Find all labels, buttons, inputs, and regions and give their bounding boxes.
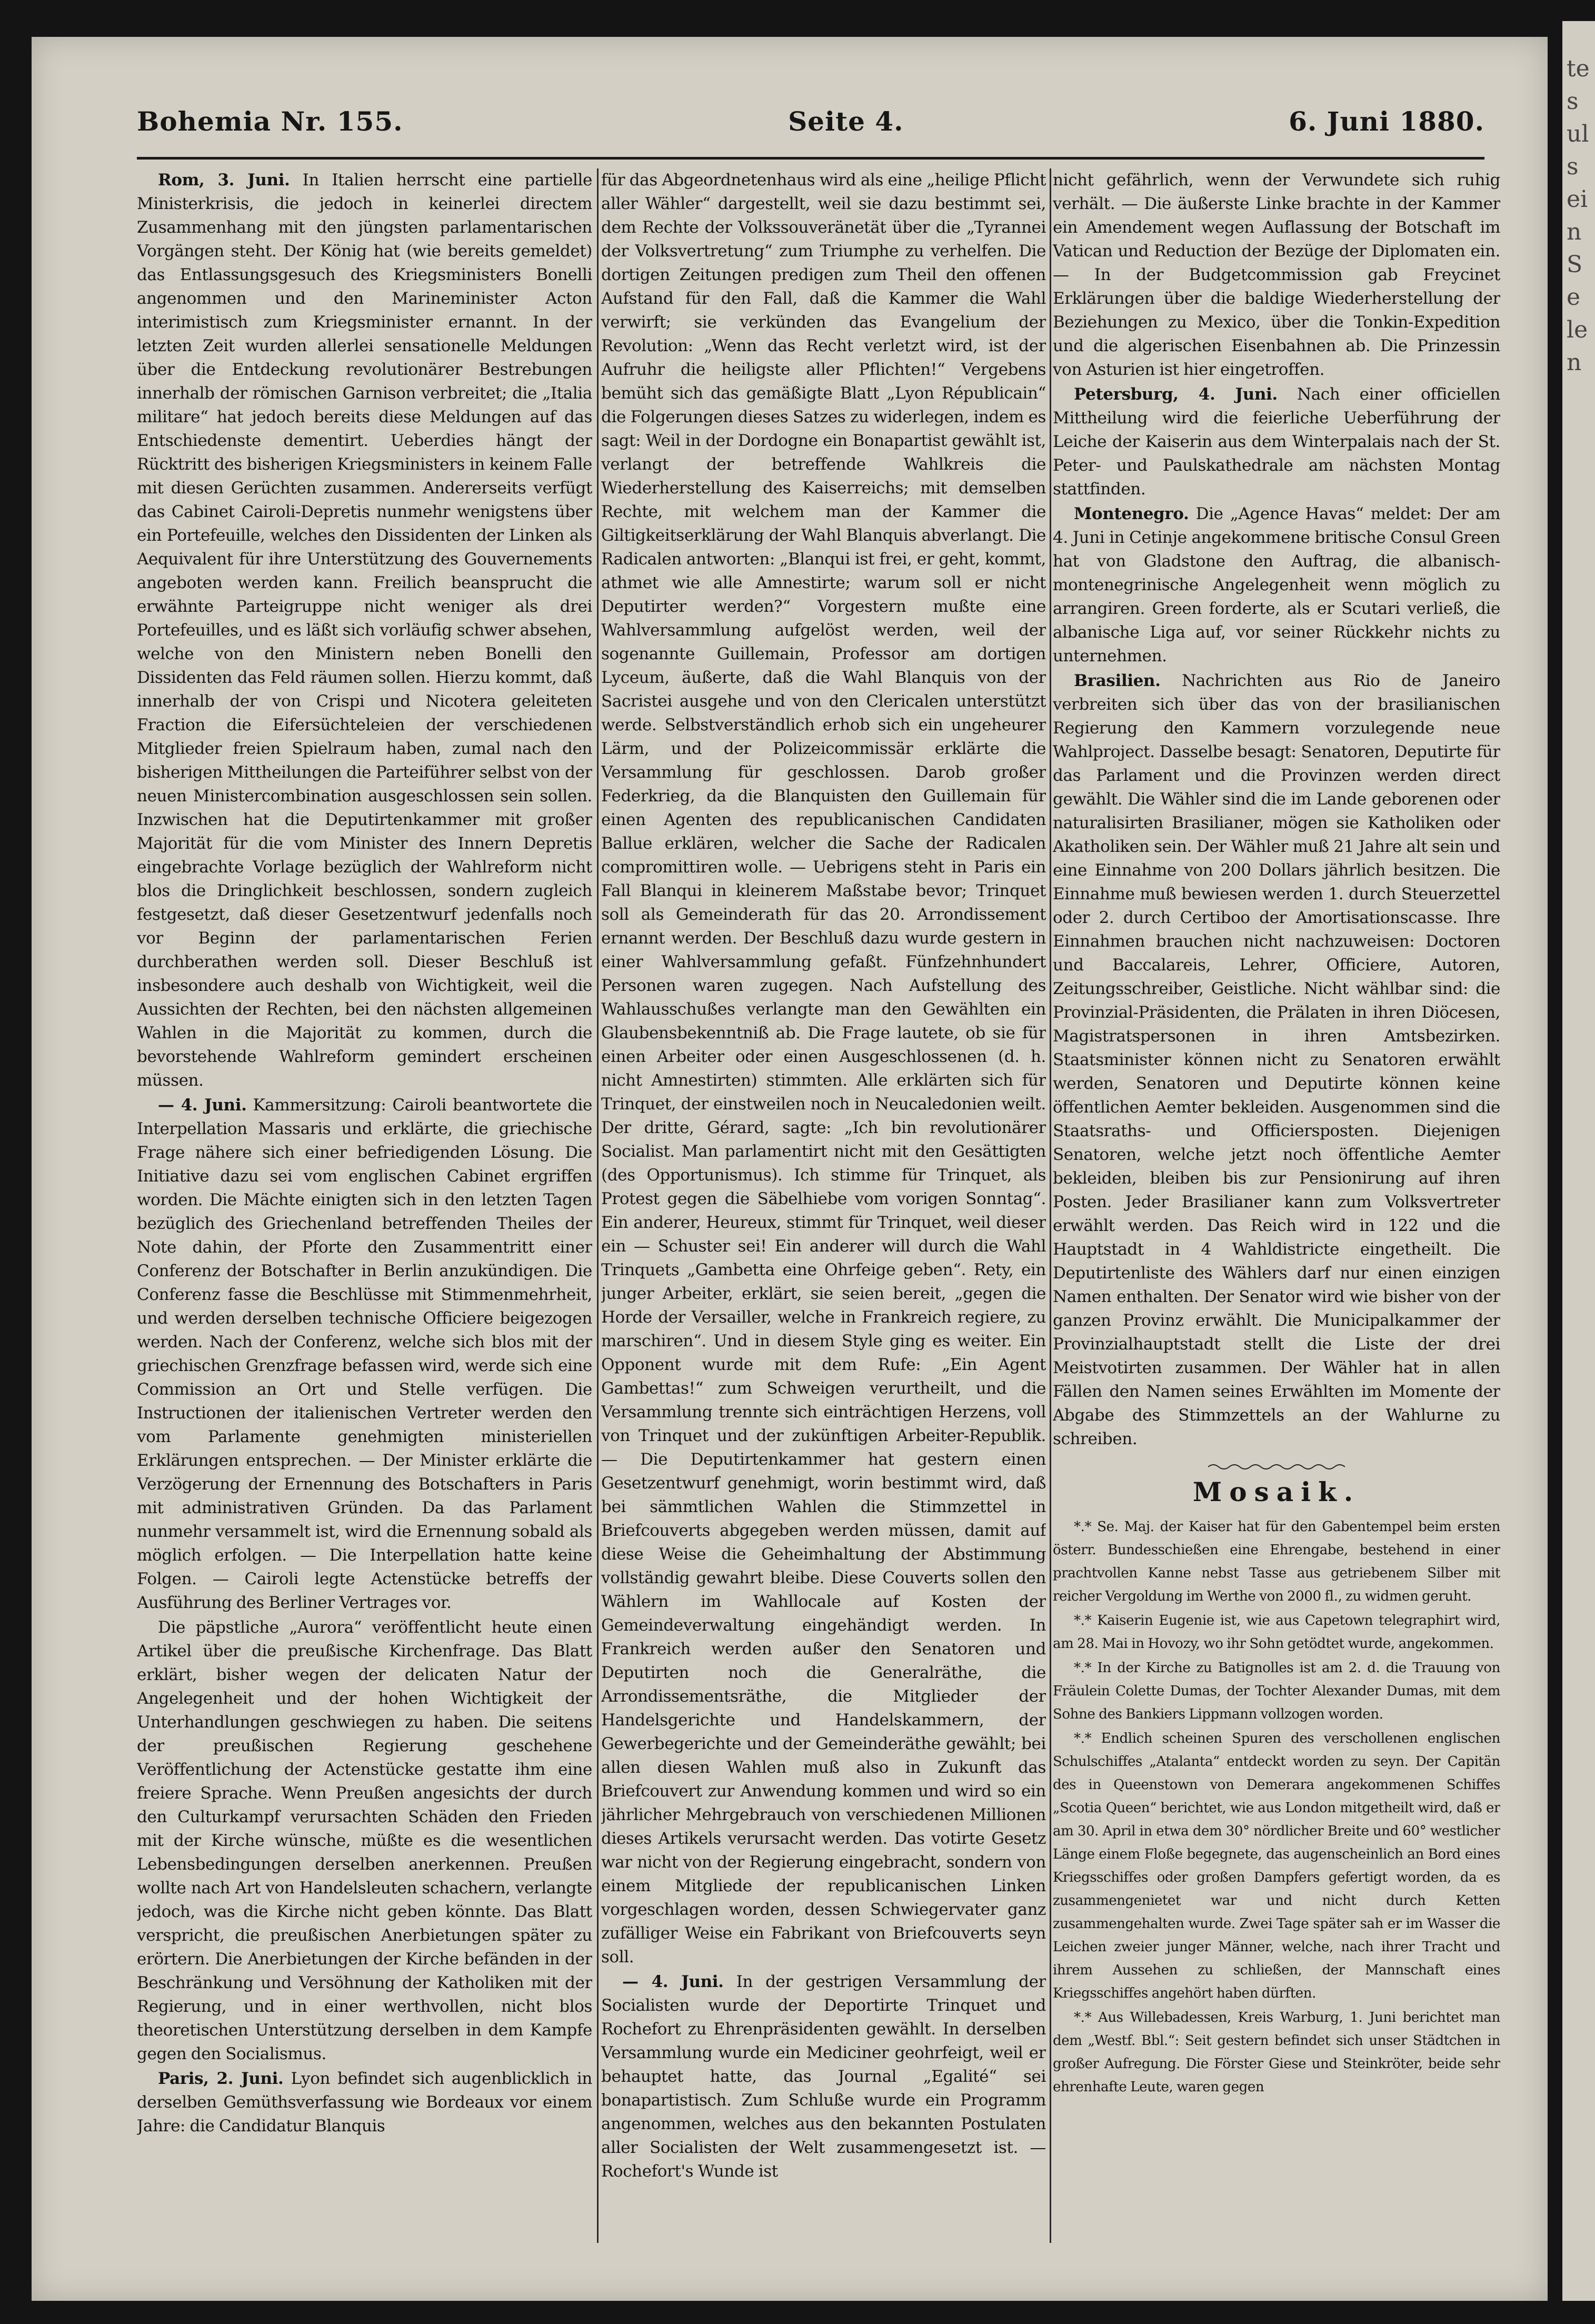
- mosaik-item: *.* In der Kirche zu Batignolles ist am 2. d. die Trauung von Fräulein Colette Dumas, der Tochter Alexander Dumas, mit dem Sohne des Bankiers Lippmann vollzogen worden.: [1053, 1660, 1500, 1722]
- header-date: 6. Juni 1880.: [1289, 105, 1484, 137]
- column-3-articles: [1053, 168, 1500, 1451]
- article-text: Die päpstliche „Aurora“ veröffentlicht heute einen Artikel über die preußische Kirchenfrage. Das Blatt erklärt, bisher wegen der delicaten Natur der Angelegenheit und der hohen Wichtigkeit der Unterhandlungen geschwiegen zu haben. Die seitens der preußischen Regierung geschehene Veröffentlichung der Actenstücke gestatte ihm eine freiere Sprache. Wenn Preußen angesichts der durch den Culturkampf verursachten Schäden den Frieden mit der Kirche wünsche, müßte es die wesentlichen Lebensbedingungen derselben anerkennen. Preußen wollte nach Art von Handelsleuten schachern, verlangte jedoch, was die Kirche nicht geben könnte. Das Blatt verspricht, die preußischen Anerbietungen später zu erörtern. Die Anerbietungen der Kirche befänden in der Beschränkung und Versöhnung der Katholiken mit der Regierung, und in einer werthvollen, nicht blos theoretischen Unterstützung derselben in dem Kampfe gegen den Socialismus.: [137, 1618, 592, 2063]
- article-text: Kammersitzung: Cairoli beantwortete die Interpellation Massaris und erklärte, die griechische Frage nähere sich einer befriedigenden Lösung. Die Initiative dazu sei vom englischen Cabinet ergriffen worden. Die Mächte einigten sich in den letzten Tagen bezüglich des Griechenland betreffenden Theiles der Note dahin, der Pforte den Zusammentritt einer Conferenz der Botschafter in Berlin anzukündigen. Die Conferenz fasse die Beschlüsse mit Stimmenmehrheit, und werden derselben technische Officiere beigezogen werden. Nach der Conferenz, welche sich blos mit der griechischen Grenzfrage befassen wird, werde sich eine Commission an Ort und Stelle verfügen. Die Instructionen der italienischen Vertreter werden den vom Parlamente genehmigten ministeriellen Erklärungen entsprechen. — Der Minister erklärte die Verzögerung der Ernennung des Botschafters in Paris mit administrativen Gründen. Da das Parlament nunmehr versammelt ist, wird die Ernennung sobald als möglich erfolgen. — Die Interpellation hatte keine Folgen. — Cairoli legte Actenstücke betreffs der Ausführung des Berliner Vertrages vor.: [137, 1096, 592, 1612]
- column-3: [1053, 168, 1500, 2243]
- article-paragraph: [601, 168, 1046, 1969]
- page-header: [137, 90, 1484, 153]
- article-text: für das Abgeordnetenhaus wird als eine „heilige Pflicht aller Wähler“ dargestellt, weil sie dazu bestimmt sei, dem Rechte der Volkssouveränetät über die „Tyrannei der Volksvertretung“ zum Triumphe zu verhelfen. Die dortigen Zeitungen predigen zum Theil den offenen Aufstand für den Fall, daß die Kammer die Wahl verwirft; sie verkünden das Evangelium der Revolution: „Wenn das Recht verletzt wird, ist der Aufruhr die heiligste aller Pflichten!“ Vergebens bemüht sich das gemäßigte Blatt „Lyon Républicain“ die Folgerungen dieses Satzes zu widerlegen, indem es sagt: Weil in der Dordogne ein Bonapartist gewählt ist, verlangt der betreffende Wahlkreis die Wiederherstellung des Kaiserreichs; mit demselben Rechte, mit welchem man der Kammer die Giltigkeitserklärung der Wahl Blanquis abverlangt. Die Radicalen antworten: „Blanqui ist frei, er geht, kommt, athmet wie alle Amnestirte; warum soll er nicht Deputirter werden?“ Vorgestern mußte eine Wahlversammlung aufgelöst werden, weil der sogenannte Guillemain, Professor am dortigen Lyceum, äußerte, daß die Wahl Blanquis von der Sacristei ausgehe und von den Clericalen unterstützt werde. Selbstverständlich erhob sich ein ungeheurer Lärm, und der Polizeicommissär erklärte die Versammlung für geschlossen. Darob großer Federkrieg, da die Blanquisten den Guillemain für einen Agenten des republicanischen Candidaten Ballue erklären, welcher die Sache der Radicalen compromittiren wolle. — Uebrigens steht in Paris ein Fall Blanqui in kleinerem Maßstabe bevor; Trinquet soll als Gemeinderath für das 20. Arrondissement ernannt werden. Der Beschluß dazu wurde gestern in einer Wahlversammlung gefaßt. Fünfzehnhundert Personen waren zugegen. Nach Aufstellung des Wahlausschußes verlangte man den Gewählten ein Glaubensbekenntniß ab. Die Frage lautete, ob sie für einen Arbeiter oder einen Ausgeschlossenen (d. h. nicht Amnestirten) stimmten. Alle erklärten sich für Trinquet, der einstweilen noch in Neucaledonien weilt. Der dritte, Gérard, sagte: „Ich bin revolutionärer Socialist. Man parlamentirt nicht mit den Gesättigten (des Opportunismus). Ich stimme für Trinquet, als Protest gegen die Säbelhiebe vom vorigen Sonntag“. Ein anderer, Heureux, stimmt für Trinquet, weil dieser ein — Schuster sei! Ein anderer will durch die Wahl Trinquets „Gambetta eine Ohrfeige geben“. Rety, ein junger Arbeiter, erklärt, sie seien bereit, „gegen die Horde der Versailler, welche in Frankreich regiere, zu marschiren“. Und in diesem Style ging es weiter. Ein Opponent wurde mit dem Rufe: „Ein Agent Gambettas!“ zum Schweigen verurtheilt, und die Versammlung trennte sich einträchtigen Herzens, voll von Trinquet und der zukünftigen Arbeiter-Republik. — Die Deputirtenkammer hat gestern einen Gesetzentwurf genehmigt, worin bestimmt wird, daß bei sämmtlichen Wahlen die Stimmzettel in Briefcouverts abgegeben werden müssen, damit auf diese Weise die Geheimhaltung der Abstimmung vollständig gewahrt bleibe. Diese Couverts sollen den Wählern im Wahllocale auf Kosten der Gemeindeverwaltung eingehändigt werden. In Frankreich werden außer den Senatoren und Deputirten noch die Generalräthe, die Arrondissementsräthe, die Mitglieder der Handelsgerichte und Handelskammern, der Gewerbegerichte und der Gemeinderäthe gewählt; bei allen diesen Wahlen muß also in Zukunft das Briefcouvert zur Anwendung kommen und wird so ein jährlicher Mehrgebrauch von verschiedenen Millionen dieses Artikels verursacht werden. Das votirte Gesetz war nicht von der Regierung eingebracht, sondern von einem Mitgliede der republicanischen Linken vorgeschlagen worden, dessen Schwiegervater ganz zufälliger Weise ein Fabrikant von Briefcouverts seyn soll.: [601, 171, 1046, 1967]
- article-paragraph: [1053, 669, 1500, 1451]
- article-text: In Italien herrscht eine partielle Ministerkrisis, die jedoch in keinerlei directem Zusammenhang mit den jüngsten parlamentarischen Vorgängen steht. Der König hat (wie bereits gemeldet) das Entlassungsgesuch des Kriegsministers Bonelli angenommen und den Marineminister Acton interimistisch zum Kriegsminister ernannt. In der letzten Zeit wurden allerlei sensationelle Meldungen über die Entdeckung revolutionärer Bestrebungen innerhalb der römischen Garnison verbreitet; die „Italia militare“ hat jedoch bereits diese Meldungen auf das Entschiedenste dementirt. Ueberdies hängt der Rücktritt des bisherigen Kriegsministers in keinem Falle mit diesen Gerüchten zusammen. Andererseits verfügt das Cabinet Cairoli-Depretis nunmehr wenigstens über ein Portefeuille, welches den Dissidenten der Linken als Aequivalent für ihre Unterstützung des Gouvernements angeboten werden kann. Freilich beansprucht die erwähnte Parteigruppe nicht weniger als drei Portefeuilles, und es läßt sich vorläufig schwer absehen, welche von den Ministern neben Bonelli den Dissidenten das Feld räumen sollen. Hierzu kommt, daß innerhalb der von Crispi und Nicotera geleiteten Fraction die Eifersüchteleien der verschiedenen Mitglieder freien Spielraum haben, zumal nach den bisherigen Mittheilungen die Parteiführer selbst von der neuen Ministercombination ausgeschlossen sein sollen. Inzwischen hat die Deputirtenkammer mit großer Majorität für die vom Minister des Innern Depretis eingebrachte Vorlage bezüglich der Wahlreform nicht blos die Dringlichkeit beschlossen, sondern zugleich festgesetzt, daß dieser Gesetzentwurf jedenfalls noch vor Beginn der parlamentarischen Ferien durchberathen werden soll. Dieser Beschluß ist insbesondere auch deshalb von Wichtigkeit, weil die Aussichten der Rechten, bei den nächsten allgemeinen Wahlen in die Majorität zu kommen, durch die bevorstehende Wahlreform gemindert erscheinen müssen.: [137, 171, 592, 1090]
- column-1: [137, 168, 592, 2243]
- article-text: Nachrichten aus Rio de Janeiro verbreiten sich über das von der brasilianischen Regierung den Kammern vorzulegende neue Wahlproject. Dasselbe besagt: Senatoren, Deputirte für das Parlament und die Provinzen werden direct gewählt. Die Wähler sind die im Lande geborenen oder naturalisirten Brasilianer, mögen sie Katholiken oder Akatholiken sein. Der Wähler muß 21 Jahre alt sein und eine Einnahme von 200 Dollars jährlich besitzen. Die Einnahme muß bewiesen werden 1. durch Steuerzettel oder 2. durch Certiboo der Amortisationscasse. Ihre Einnahmen brauchen nicht nachzuweisen: Doctoren und Baccalareis, Lehrer, Officiere, Autoren, Zeitungsschreiber, Geistliche. Nicht wählbar sind: die Provinzial-Präsidenten, die Prälaten in ihren Diöcesen, Magistratspersonen in ihren Amtsbezirken. Staatsminister können nicht zu Senatoren erwählt werden, Senatoren und Deputirte können keine öffentlichen Aemter bekleiden. Ausgenommen sind die Staatsraths- und Officiersposten. Diejenigen Senatoren, welche jetzt noch öffentliche Aemter bekleiden, bleiben bis zur Pensionirung auf ihren Posten. Jeder Brasilianer kann zum Volksvertreter erwählt werden. Das Reich wird in 122 und die Hauptstadt in 4 Wahldistricte eingetheilt. Die Deputirtenliste des Wählers darf nur einen einzigen Namen enthalten. Der Senator wird wie bisher von der ganzen Provinz erwählt. Die Municipalkammer der Provinzialhauptstadt stellt die Liste der drei Meistvotirten zusammen. Der Wähler hat in allen Fällen den Namen seines Erwählten im Momente der Abgabe des Stimmzettels an der Wahlurne zu schreiben.: [1053, 671, 1500, 1448]
- header-rule: [137, 157, 1484, 160]
- column-2: [601, 168, 1046, 2243]
- mosaik-item: *.* Kaiserin Eugenie ist, wie aus Capetown telegraphirt wird, am 28. Mai in Hovozy, wo ihr Sohn getödtet wurde, angekommen.: [1053, 1613, 1500, 1652]
- article-paragraph: [137, 168, 592, 1093]
- column-rule: [1050, 168, 1051, 2243]
- article-paragraph: [1053, 502, 1500, 668]
- article-dateline: Montenegro.: [1074, 504, 1189, 523]
- header-page-number: Seite 4.: [788, 105, 904, 137]
- article-paragraph: [1053, 383, 1500, 501]
- article-paragraph: [137, 2067, 592, 2138]
- article-dateline: Petersburg, 4. Juni.: [1074, 385, 1278, 404]
- newspaper-page: [32, 37, 1548, 2301]
- article-paragraph: [137, 1094, 592, 1615]
- mosaik-item: *.* Aus Willebadessen, Kreis Warburg, 1. Juni berichtet man dem „Westf. Bbl.“: Seit gestern befindet sich unser Städtchen in großer Aufregung. Die Förster Giese und Steinkröter, beide sehr ehrenhafte Leute, waren gegen: [1053, 2010, 1500, 2095]
- article-text: Die „Agence Havas“ meldet: Der am 4. Juni in Cetinje angekommene britische Consul Green hat von Gladstone den Auftrag, die albanisch-montenegrinische Angelegenheit wenn möglich zu arrangiren. Green forderte, als er Scutari verließ, die albanische Liga auf, vor seiner Rückkehr nichts zu unternehmen.: [1053, 504, 1500, 666]
- article-dateline: Rom, 3. Juni.: [158, 171, 290, 190]
- article-paragraph: [137, 1616, 592, 2066]
- mosaik-items: [1053, 1515, 1500, 2099]
- edge-text: tes uls ein Se len: [1567, 55, 1590, 376]
- mosaik-item: *.* Endlich scheinen Spuren des verschollenen englischen Schulschiffes „Atalanta“ entdeckt worden zu seyn. Der Capitän des in Queenstown von Demerara angekommenen Schiffes „Scotia Queen“ berichtet, wie aus London mitgetheilt wird, daß er am 30. April in etwa dem 30° nördlicher Breite und 60° westlicher Länge einem Floße begegnete, das augenscheinlich an Bord eines Kriegsschiffes oder großen Dampfers gefertigt worden, da es zusammengenietet war und nicht durch Ketten zusammengehalten wurde. Zwei Tage später sah er im Wasser die Leichen zweier junger Männer, welche, nach ihrer Tracht und ihrem Aussehen zu schließen, der Mannschaft eines Kriegsschiffes angehört haben dürften.: [1053, 1731, 1500, 2001]
- article-dateline: — 4. Juni.: [622, 1972, 724, 1991]
- next-page-edge: [1562, 21, 1595, 2301]
- article-dateline: Paris, 2. Juni.: [158, 2069, 284, 2088]
- mosaik-heading: Mosaik.: [1192, 1476, 1361, 1507]
- article-text: Nach einer officiellen Mittheilung wird die feierliche Ueberführung der Leiche der Kaiserin aus dem Winterpalais nach der St. Peter- und Paulskathedrale am nächsten Montag stattfinden.: [1053, 385, 1500, 499]
- article-text: Lyon befindet sich augenblicklich in derselben Gemüthsverfassung wie Bordeaux vor einem Jahre: die Candidatur Blanquis: [137, 2069, 592, 2136]
- header-issue: Bohemia Nr. 155.: [137, 105, 403, 137]
- column-rule: [597, 168, 599, 2243]
- article-text: In der gestrigen Versammlung der Socialisten wurde der Deportirte Trinquet und Rochefort zu Ehrenpräsidenten gewählt. In derselben Versammlung wurde ein Mediciner geohrfeigt, weil er behauptet hatte, das Journal „Egalité“ sei bonapartistisch. Zum Schluße wurde ein Programm angenommen, welches aus den bekannten Postulaten aller Socialisten der Welt zusammengesetzt ist. — Rochefort's Wunde ist: [601, 1972, 1046, 2181]
- article-dateline: — 4. Juni.: [158, 1096, 247, 1115]
- article-paragraph: [1053, 168, 1500, 382]
- article-dateline: Brasilien.: [1074, 671, 1161, 690]
- article-paragraph: [601, 1970, 1046, 2183]
- section-divider: [1208, 1463, 1345, 1471]
- mosaik-item: *.* Se. Maj. der Kaiser hat für den Gabentempel beim ersten österr. Bundesschießen eine Ehrengabe, bestehend in einer prachtvollen Kanne nebst Tasse aus getriebenem Silber mit reicher Vergoldung im Werthe von 2000 fl., zu widmen geruht.: [1053, 1519, 1500, 1604]
- article-text: nicht gefährlich, wenn der Verwundete sich ruhig verhält. — Die äußerste Linke brachte in der Kammer ein Amendement wegen Auflassung der Botschaft im Vatican und Reduction der Bezüge der Diplomaten ein. — In der Budgetcommission gab Freycinet Erklärungen über die baldige Wiederherstellung der Beziehungen zu Mexico, über die Tonkin-Expedition und die algerischen Eisenbahnen ab. Die Prinzessin von Asturien ist hier eingetroffen.: [1053, 171, 1500, 379]
